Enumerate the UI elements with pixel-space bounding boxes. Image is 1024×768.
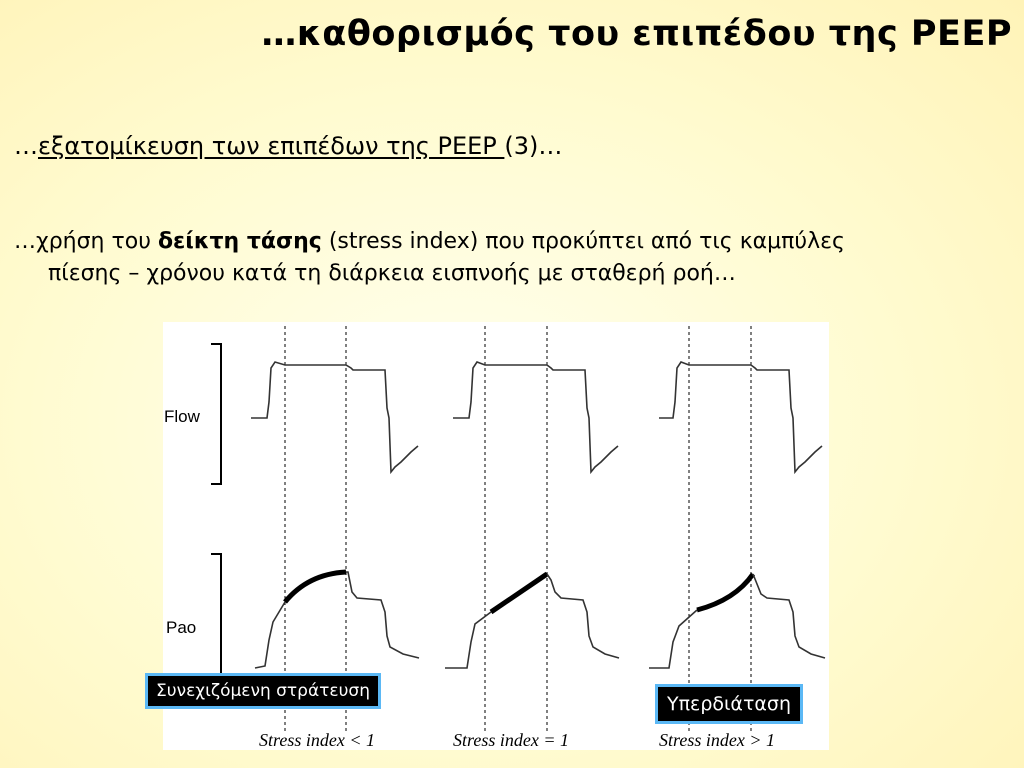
panel-3-flow-curve — [659, 362, 822, 472]
panel-2-flow-curve — [453, 362, 618, 472]
panel-3-caption: Stress index > 1 — [659, 730, 775, 750]
panel-2-pao-curve — [445, 612, 491, 668]
panel-3-pao-tail — [753, 574, 825, 658]
panel-3-pao-highlight — [697, 574, 753, 610]
panel-2 — [445, 326, 619, 750]
panel-1-pao-curve — [255, 602, 285, 668]
panel-3-pao-curve — [649, 610, 697, 668]
body-line2: πίεσης – χρόνου κατά τη διάρκεια εισπνοής με σταθερή ροή… — [48, 261, 736, 286]
body-prefix: …χρήση του — [14, 229, 158, 254]
panel-1-pao-highlight — [285, 572, 346, 602]
panel-2-pao-tail — [547, 574, 619, 658]
panel-2-caption: Stress index = 1 — [453, 730, 569, 750]
pao-bracket — [211, 554, 221, 684]
slide-title: …καθορισμός του επιπέδου της PEEP — [261, 14, 1012, 54]
pao-label: Pao — [166, 618, 197, 637]
subtitle-underlined: εξατομίκευση των επιπέδων της PEEP — [38, 132, 505, 160]
panel-2-pao-highlight — [491, 574, 547, 612]
flow-bracket — [211, 344, 221, 484]
overdistension-tag: Υπερδιάταση — [655, 684, 803, 724]
flow-label: Flow — [164, 407, 200, 426]
subtitle-prefix: … — [14, 132, 38, 160]
panel-1-pao-tail — [346, 572, 419, 658]
body-rest: (stress index) που προκύπτει από τις καμπύλες — [321, 229, 845, 254]
body-bold-term: δείκτη τάσης — [157, 229, 322, 254]
recruitment-tag: Συνεχιζόμενη στράτευση — [145, 673, 381, 709]
slide-subtitle — [14, 132, 562, 160]
body-paragraph — [14, 226, 1004, 290]
panel-1-flow-curve — [251, 362, 418, 472]
panel-1-caption: Stress index < 1 — [259, 730, 375, 750]
subtitle-suffix: (3)… — [504, 132, 563, 160]
